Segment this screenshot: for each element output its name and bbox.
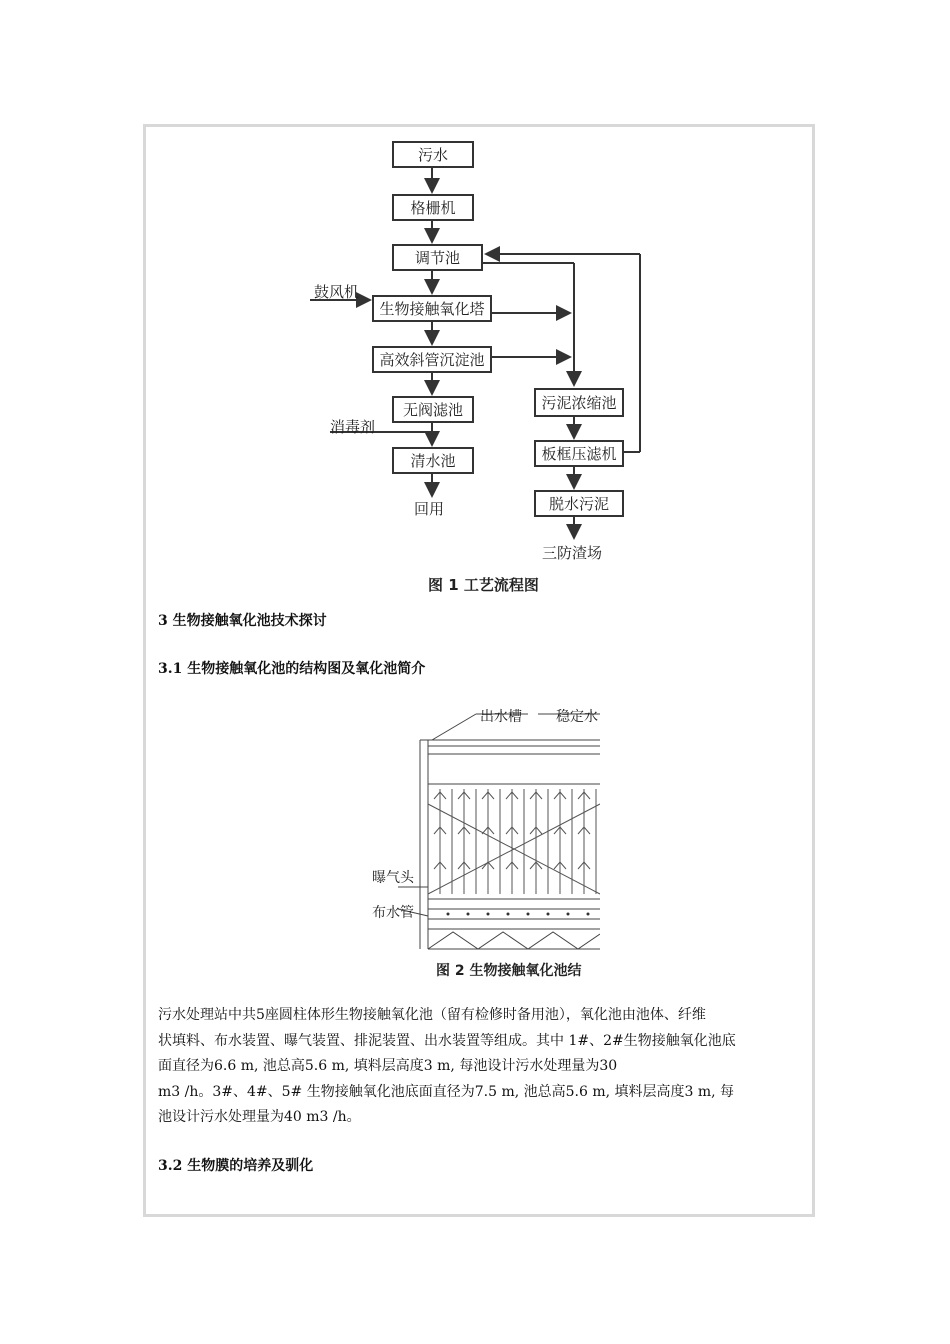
sewage-box: 污水 [392,141,474,168]
sludge-thickener-box: 污泥浓缩池 [534,388,624,417]
figure2-caption: 图 2 生物接触氧化池结 [436,963,582,979]
disinfectant-label: 消毒剂 [330,418,376,436]
reuse-label: 回用 [414,500,445,518]
water-distribution-pipe-label: 布水管 [372,905,414,921]
paragraph-line: 池设计污水处理量为40 m3 /h。 [158,1109,361,1125]
section31-heading: 3.1 生物接触氧化池的结构图及氧化池简介 [158,661,426,677]
outlet-trough-label: 出水槽 [480,709,522,725]
aerator-label: 曝气头 [372,870,414,886]
paragraph-line: 面直径为6.6 m, 池总高5.6 m, 填料层高度3 m, 每池设计污水处理量为30 [158,1058,618,1074]
landfill-label: 三防渣场 [542,544,603,562]
stable-water-label: 稳定水 [556,709,598,725]
plate-frame-filter-press-box: 板框压滤机 [534,440,624,467]
figure2-drawing [368,704,600,986]
screen-machine-box: 格栅机 [392,194,474,221]
tank-description-paragraph [158,1003,798,1131]
paragraph-line: 污水处理站中共5座圆柱体形生物接触氧化池（留有检修时备用池），氧化池由池体、纤维 [158,1007,706,1023]
clear-water-tank-box: 清水池 [392,447,474,474]
oxidation-tank-structure [368,704,600,986]
bio-contact-oxidation-tower-box: 生物接触氧化塔 [372,295,492,322]
valveless-filter-box: 无阀滤池 [392,396,474,423]
section3-heading: 3 生物接触氧化池技术探讨 [158,613,327,629]
section32-heading: 3.2 生物膜的培养及驯化 [158,1158,314,1174]
fiber-packing-pattern [428,789,600,894]
paragraph-line: m3 /h。3#、4#、5# 生物接触氧化池底面直径为7.5 m, 池总高5.6 m, 填料层高度3 m, 每 [158,1083,735,1100]
equalization-tank-box: 调节池 [392,244,483,271]
dewatered-sludge-box: 脱水污泥 [534,490,624,517]
blower-label: 鼓风机 [314,283,360,301]
inclined-tube-sedimentation-box: 高效斜管沉淀池 [372,346,492,373]
figure1-caption: 图 1 工艺流程图 [428,576,539,594]
paragraph-line: 状填料、布水装置、曝气装置、排泥装置、出水装置等组成。其中 1#、2#生物接触氧化池底 [158,1032,736,1049]
